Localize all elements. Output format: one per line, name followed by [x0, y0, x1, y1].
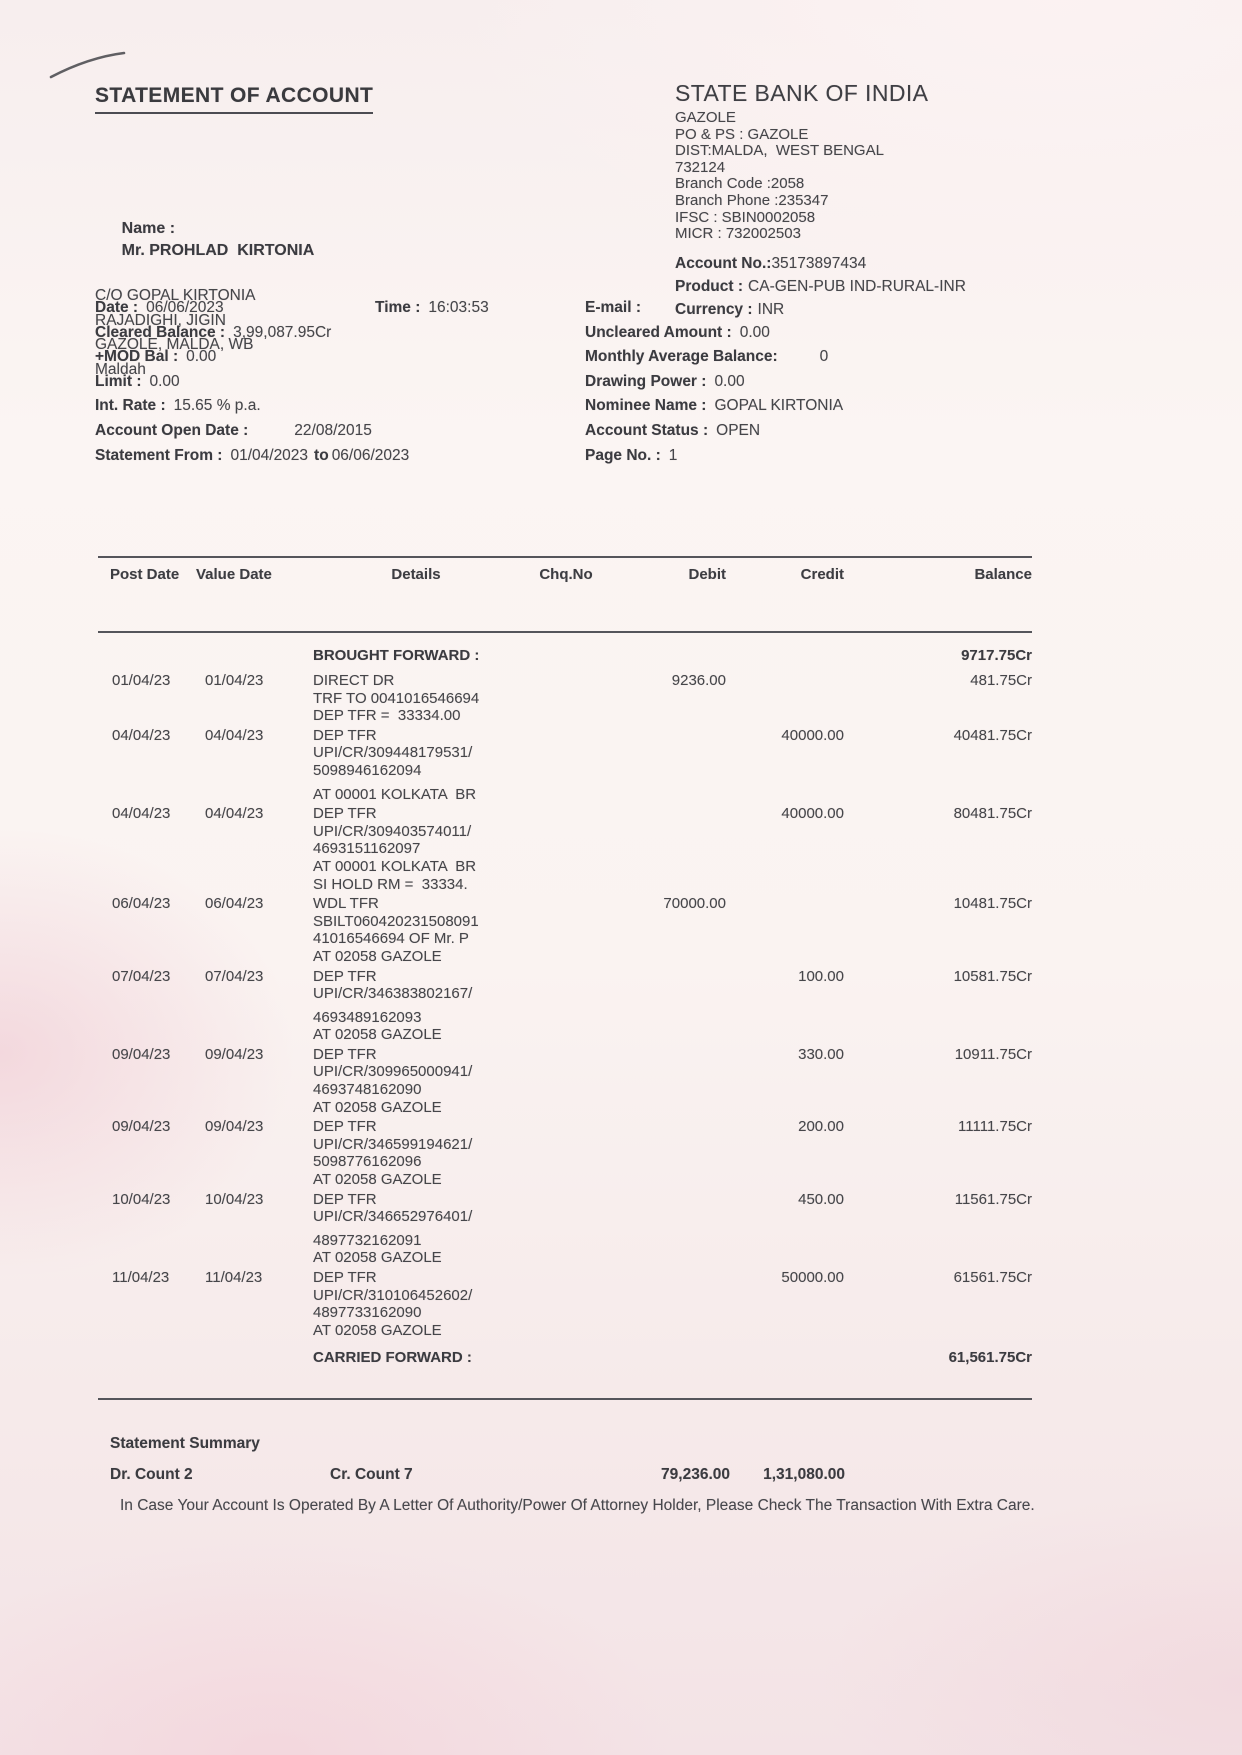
cell-details: [296, 672, 536, 725]
customer-name: Mr. PROHLAD KIRTONIA: [121, 242, 315, 259]
bank-address-line: IFSC : SBIN0002058: [675, 208, 816, 226]
detail-value: 0.00: [149, 372, 180, 390]
detail-line: UPI/CR/310106452602/: [313, 1286, 473, 1304]
detail-value: 0.00: [739, 323, 770, 341]
detail-line: 4897733162090: [313, 1304, 422, 1322]
transactions-body: [98, 672, 1032, 1339]
summary-credit-total: 1,31,080.00: [763, 1466, 845, 1483]
detail-line: 5098946162094: [313, 761, 422, 779]
detail-line: TRF TO 0041016546694: [313, 689, 480, 707]
detail-row: [585, 321, 1105, 346]
detail-label: Account Open Date :: [95, 421, 249, 439]
cell-details: [296, 1269, 536, 1339]
transaction-row: [98, 1046, 1032, 1116]
detail-line: WDL TFR: [313, 895, 379, 913]
cell-debit: 70000.00: [663, 895, 726, 913]
column-header: Chq.No: [539, 566, 593, 583]
bank-address-line: 732124: [675, 158, 726, 176]
detail-row: [95, 444, 585, 469]
table-header-rule: [98, 631, 1032, 633]
cell-post-date: 06/04/23: [112, 895, 171, 913]
carried-forward-balance: 61,561.75Cr: [948, 1349, 1032, 1367]
transaction-row: [98, 805, 1032, 893]
detail-label: Time :: [375, 299, 421, 316]
bank-meta-value: CA-GEN-PUB IND-RURAL-INR: [748, 277, 966, 295]
cell-balance: 481.75Cr: [970, 672, 1032, 689]
detail-label: Int. Rate :: [95, 397, 166, 415]
cell-credit: 40000.00: [781, 726, 844, 744]
bank-address: [675, 110, 1105, 243]
cell-balance: 10481.75Cr: [953, 895, 1032, 913]
detail-line: SBILT060420231508091: [313, 912, 479, 930]
bank-address-line: Branch Phone :235347: [675, 191, 829, 209]
bank-address-line: GAZOLE: [675, 109, 736, 126]
transaction-row: [98, 1118, 1032, 1188]
detail-line: 4693151162097: [313, 840, 421, 858]
detail-line: DEP TFR: [313, 967, 377, 985]
cell-details: [296, 968, 536, 1044]
cell-details: [296, 1118, 536, 1188]
cell-details: [296, 727, 536, 803]
detail-row: [95, 345, 585, 370]
detail-value: 06/06/2023: [331, 446, 410, 464]
cell-post-date: 09/04/23: [112, 1118, 171, 1136]
detail-line: UPI/CR/309965000941/: [313, 1063, 473, 1081]
detail-row: [585, 419, 1105, 444]
column-header: Value Date: [196, 566, 272, 583]
detail-mid-label: to: [314, 446, 329, 464]
transactions-table: [98, 556, 1032, 1400]
detail-line: DEP TFR: [313, 1190, 377, 1208]
column-header: Details: [391, 566, 441, 583]
detail-value: OPEN: [716, 421, 761, 439]
column-header: Post Date: [110, 566, 180, 583]
brought-forward-balance: 9717.75Cr: [961, 647, 1032, 664]
detail-line: DEP TFR = 33334.00: [313, 707, 461, 725]
detail-line: AT 02058 GAZOLE: [313, 1171, 442, 1189]
detail-row: [585, 296, 1105, 321]
cell-balance: 40481.75Cr: [953, 726, 1032, 744]
detail-value: 06/06/2023: [146, 299, 224, 316]
detail-label: Date :: [95, 299, 139, 316]
cell-credit: 450.00: [798, 1190, 844, 1208]
summary-note: In Case Your Account Is Operated By A Letter Of Authority/Power Of Attorney Holder, Please Check The Transaction With Extra Care.: [120, 1497, 1035, 1514]
cell-balance: 10911.75Cr: [954, 1045, 1032, 1063]
detail-line: AT 02058 GAZOLE: [313, 947, 442, 965]
cell-details: [296, 895, 536, 965]
detail-value: 1: [668, 446, 678, 464]
transaction-row: [98, 727, 1032, 803]
table-header-row: [98, 566, 1032, 583]
cell-value-date: 01/04/23: [205, 672, 264, 689]
cell-balance: 61561.75Cr: [953, 1269, 1032, 1286]
detail-row: [585, 394, 1105, 419]
cell-post-date: 10/04/23: [112, 1190, 171, 1208]
detail-line: UPI/CR/346383802167/: [313, 985, 473, 1003]
cell-post-date: 04/04/23: [112, 805, 171, 823]
bank-meta-row: [675, 275, 1105, 298]
detail-value: 0.00: [714, 372, 745, 390]
customer-address-line: C/O GOPAL KIRTONIA: [95, 287, 256, 304]
detail-line: DEP TFR: [313, 726, 377, 744]
cell-value-date: 11/04/23: [205, 1269, 263, 1286]
customer-address-line: Maldah: [95, 360, 146, 378]
bank-address-line: DIST:MALDA, WEST BENGAL: [675, 142, 884, 160]
detail-value: 16:03:53: [428, 299, 489, 316]
bank-address-line: MICR : 732002503: [675, 225, 801, 243]
detail-line: AT 02058 GAZOLE: [313, 1321, 442, 1339]
cell-balance: 11561.75Cr: [954, 1190, 1032, 1208]
summary-debit-total: 79,236.00: [661, 1466, 730, 1483]
bank-meta-label: Account No.:: [675, 254, 772, 272]
cell-post-date: 09/04/23: [112, 1045, 171, 1063]
account-details-left: [95, 296, 585, 468]
detail-line: DEP TFR: [313, 1118, 377, 1136]
cell-value-date: 04/04/23: [205, 805, 264, 823]
pen-stroke-mark: [46, 46, 130, 86]
detail-line: SI HOLD RM = 33334.: [313, 875, 468, 893]
brought-forward-row: [98, 647, 1032, 664]
detail-label: Monthly Average Balance:: [585, 348, 778, 366]
table-top-rule: [98, 556, 1032, 558]
bank-meta-label: Product :: [675, 277, 744, 295]
account-details-right: [585, 296, 1105, 468]
column-header: Debit: [688, 566, 726, 583]
detail-line: UPI/CR/346599194621/: [313, 1135, 473, 1153]
transaction-row: [98, 895, 1032, 965]
detail-line: UPI/CR/309448179531/: [313, 744, 473, 762]
customer-name-label: Name :: [121, 220, 176, 237]
detail-line: AT 00001 KOLKATA BR: [313, 857, 477, 875]
detail-line: DEP TFR: [313, 1045, 377, 1063]
cell-debit: 9236.00: [671, 672, 726, 689]
cell-balance: 11111.75Cr: [958, 1118, 1032, 1136]
customer-name-line: [95, 196, 515, 284]
cell-post-date: 04/04/23: [112, 726, 171, 744]
summary-cr-count: Cr. Count 7: [330, 1466, 413, 1483]
cell-value-date: 10/04/23: [205, 1190, 264, 1208]
detail-line: UPI/CR/346652976401/: [313, 1208, 473, 1226]
detail-line: 5098776162096: [313, 1153, 422, 1171]
detail-label: Page No. :: [585, 446, 661, 464]
brought-forward-label: BROUGHT FORWARD :: [313, 647, 480, 664]
detail-row: [95, 370, 585, 395]
detail-line: DIRECT DR: [313, 672, 395, 689]
cell-credit: 200.00: [798, 1118, 844, 1136]
cell-balance: 80481.75Cr: [953, 805, 1032, 823]
detail-line: DEP TFR: [313, 805, 377, 823]
column-header: Balance: [974, 566, 1032, 583]
detail-line: 4693748162090: [313, 1081, 422, 1099]
bank-name: STATE BANK OF INDIA: [675, 80, 929, 106]
detail-line: AT 02058 GAZOLE: [313, 1249, 442, 1267]
detail-line: 4693489162093: [313, 1008, 422, 1026]
table-bottom-rule: [98, 1398, 1032, 1400]
cell-balance: 10581.75Cr: [953, 967, 1032, 985]
detail-row: [95, 419, 585, 444]
detail-line: AT 00001 KOLKATA BR: [313, 785, 477, 803]
column-header: Credit: [800, 566, 844, 583]
detail-label: Statement From :: [95, 446, 223, 464]
cell-post-date: 11/04/23: [112, 1269, 170, 1286]
cell-post-date: 07/04/23: [112, 967, 171, 985]
detail-row: [95, 321, 585, 346]
bank-block: [675, 80, 1105, 321]
cell-credit: 100.00: [798, 967, 844, 985]
bank-meta-row: [675, 252, 1105, 275]
detail-label: Drawing Power :: [585, 372, 707, 390]
detail-right-pair: [375, 296, 489, 321]
carried-forward-label: CARRIED FORWARD :: [313, 1349, 472, 1367]
cell-credit: 50000.00: [781, 1269, 844, 1286]
detail-line: 4897732162091: [313, 1231, 422, 1249]
bank-meta-value: INR: [757, 300, 785, 318]
bank-meta-label: Currency :: [675, 300, 753, 318]
detail-value: 0.00: [186, 348, 217, 366]
detail-line: UPI/CR/309403574011/: [313, 822, 472, 840]
cell-details: [296, 1046, 536, 1116]
carried-forward-row: [98, 1349, 1032, 1366]
cell-value-date: 07/04/23: [205, 967, 264, 985]
detail-row: [585, 345, 1105, 370]
bank-address-line: Branch Code :2058: [675, 175, 805, 193]
summary-dr-count: Dr. Count 2: [110, 1466, 193, 1483]
detail-value: 0: [819, 348, 829, 366]
detail-label: Cleared Balance :: [95, 323, 226, 341]
bank-meta-value: 35173897434: [771, 254, 867, 272]
detail-label: Account Status :: [585, 421, 709, 439]
detail-value: 22/08/2015: [294, 421, 372, 439]
detail-value: 01/04/2023: [230, 446, 309, 464]
cell-value-date: 06/04/23: [205, 895, 264, 913]
customer-address-line: RAJADIGHI, JIGIN: [95, 311, 226, 329]
cell-details: [296, 805, 536, 893]
detail-value: 15.65 % p.a.: [173, 397, 261, 415]
detail-label: +MOD Bal :: [95, 348, 179, 366]
cell-value-date: 09/04/23: [205, 1118, 264, 1136]
cell-details: [296, 1191, 536, 1267]
detail-line: AT 02058 GAZOLE: [313, 1098, 442, 1116]
detail-row: [95, 296, 585, 321]
cell-credit: 40000.00: [781, 805, 844, 823]
detail-line: DEP TFR: [313, 1269, 377, 1286]
cell-post-date: 01/04/23: [112, 672, 171, 689]
cell-value-date: 09/04/23: [205, 1045, 264, 1063]
detail-row: [585, 444, 1105, 469]
detail-value: GOPAL KIRTONIA: [714, 397, 844, 415]
detail-label: Nominee Name :: [585, 397, 707, 415]
cell-credit: 330.00: [798, 1045, 844, 1063]
detail-label: E-mail :: [585, 299, 641, 316]
detail-line: AT 02058 GAZOLE: [313, 1026, 442, 1044]
customer-address-line: GAZOLE, MALDA, WB: [95, 336, 254, 353]
transaction-row: [98, 1269, 1032, 1339]
bank-address-line: PO & PS : GAZOLE: [675, 125, 809, 143]
detail-label: Limit :: [95, 372, 142, 390]
detail-row: [585, 370, 1105, 395]
summary-title: Statement Summary: [110, 1435, 260, 1452]
transaction-row: [98, 672, 1032, 725]
cell-value-date: 04/04/23: [205, 726, 264, 744]
detail-row: [95, 394, 585, 419]
detail-line: 41016546694 OF Mr. P: [313, 930, 469, 948]
transaction-row: [98, 1191, 1032, 1267]
detail-value: 3,99,087.95Cr: [233, 323, 332, 341]
transaction-row: [98, 968, 1032, 1044]
page-title: STATEMENT OF ACCOUNT: [95, 84, 373, 114]
detail-label: Uncleared Amount :: [585, 323, 732, 341]
